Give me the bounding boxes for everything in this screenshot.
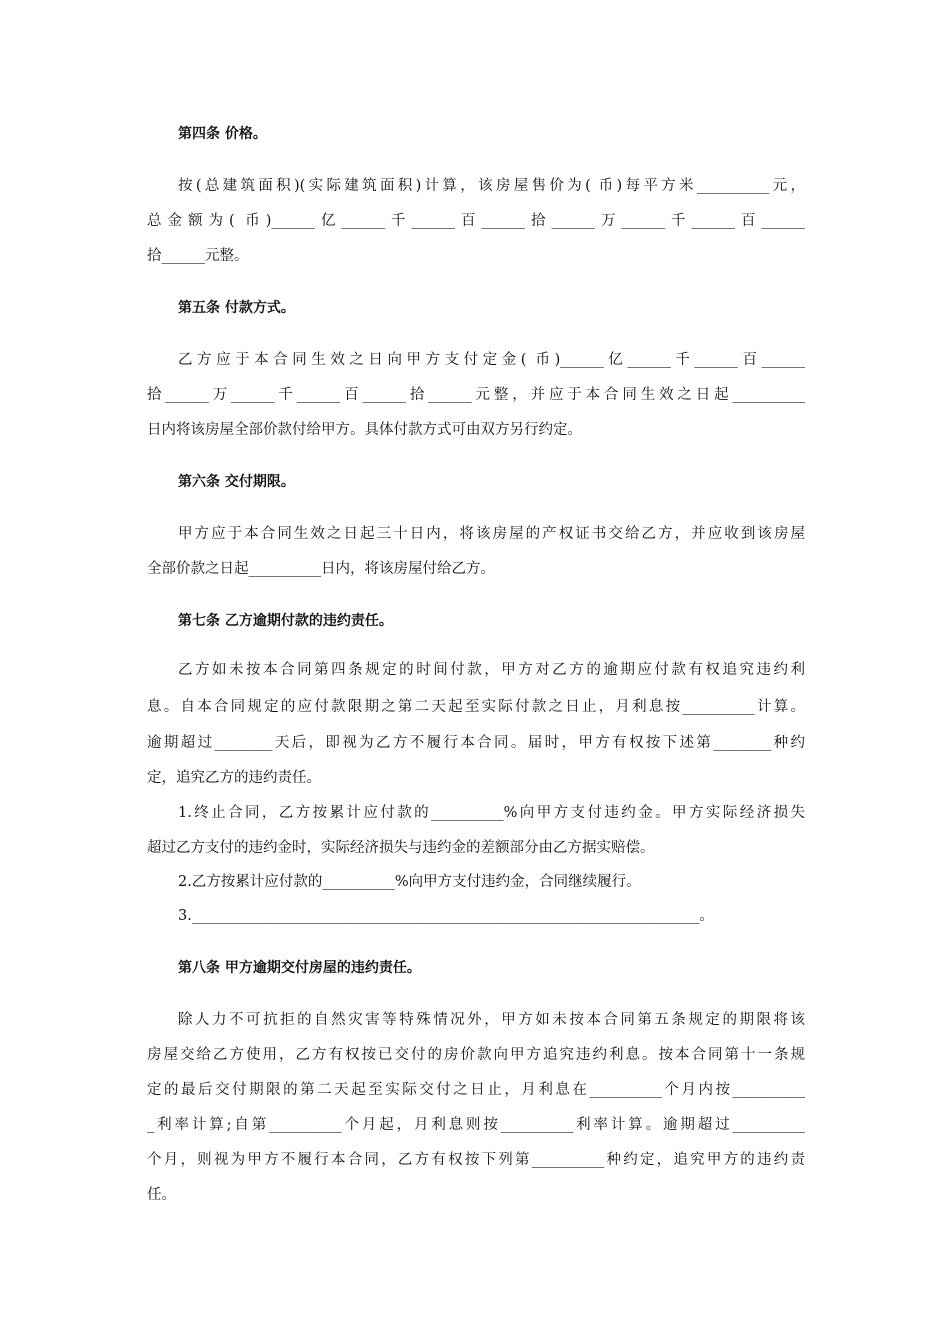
article-7-heading: 第七条 乙方逾期付款的违约责任。 (178, 613, 393, 629)
article-6-line-1: 甲方应于本合同生效之日起三十日内，将该房屋的产权证书交给乙方，并应收到该房屋 (178, 526, 805, 542)
article-8-heading: 第八条 甲方逾期交付房屋的违约责任。 (178, 960, 421, 976)
article-7-line-3: 逾期超过________天后，即视为乙方不履行本合同。届时，甲方有权按下述第________种约 (147, 735, 805, 751)
article-7-line-1: 乙方如未按本合同第四条规定的时间付款，甲方对乙方的逾期应付款有权追究违约利 (178, 662, 805, 678)
article-8-line-4: _利率计算;自第__________个月起，月利息则按__________利率计算。逾期超过__________ (147, 1117, 805, 1133)
article-4-heading: 第四条 价格。 (178, 126, 267, 142)
article-6-line-2: 全部价款之日起__________日内，将该房屋付给乙方。 (147, 561, 495, 577)
article-7-item-2: 2.乙方按累计应付款的__________%向甲方支付违约金，合同继续履行。 (178, 874, 641, 890)
article-5-line-3: 日内将该房屋全部价款付给甲方。具体付款方式可由双方另行约定。 (147, 422, 582, 438)
article-5-heading: 第五条 付款方式。 (178, 300, 295, 316)
article-8-line-2: 房屋交给乙方使用，乙方有权按已交付的房价款向甲方追究违约利息。按本合同第十一条规 (147, 1047, 805, 1063)
article-7-item-3: 3.______________________________________________________________________。 (178, 908, 714, 924)
article-6-heading: 第六条 交付期限。 (178, 474, 295, 490)
article-7-line-4: 定，追究乙方的违约责任。 (147, 770, 321, 786)
article-4-line-1: 按(总建筑面积)(实际建筑面积)计算，该房屋售价为( 币)每平方米__________元， (178, 178, 805, 194)
article-7-item-1-line-2: 超过乙方支付的违约金时，实际经济损失与违约金的差额部分由乙方据实赔偿。 (147, 840, 655, 856)
article-5-line-1: 乙方应于本合同生效之日向甲方支付定金( 币)______亿______千______百______ (178, 352, 805, 368)
article-7-item-1-line-1: 1.终止合同，乙方按累计应付款的__________%向甲方支付违约金。甲方实际经济损失 (178, 805, 805, 821)
article-4-line-2: 总金额为( 币)______亿______千______百______拾______万______千______百______ (147, 213, 805, 229)
article-7-line-2: 息。自本合同规定的应付款限期之第二天起至实际付款之日止，月利息按__________计算。 (147, 699, 805, 715)
article-8-line-6: 任。 (147, 1187, 176, 1203)
article-8-line-1: 除人力不可抗拒的自然灾害等特殊情况外，甲方如未按本合同第五条规定的期限将该 (178, 1012, 805, 1028)
article-5-line-2: 拾______万______千______百______拾______元整，并应于本合同生效之日起__________ (147, 387, 805, 403)
article-8-line-5: 个月，则视为甲方不履行本合同，乙方有权按下列第__________种约定，追究甲方的违约责 (147, 1152, 805, 1168)
article-8-line-3: 定的最后交付期限的第二天起至实际交付之日止，月利息在__________个月内按__________ (147, 1082, 805, 1098)
article-4-line-3: 拾______元整。 (147, 248, 249, 264)
